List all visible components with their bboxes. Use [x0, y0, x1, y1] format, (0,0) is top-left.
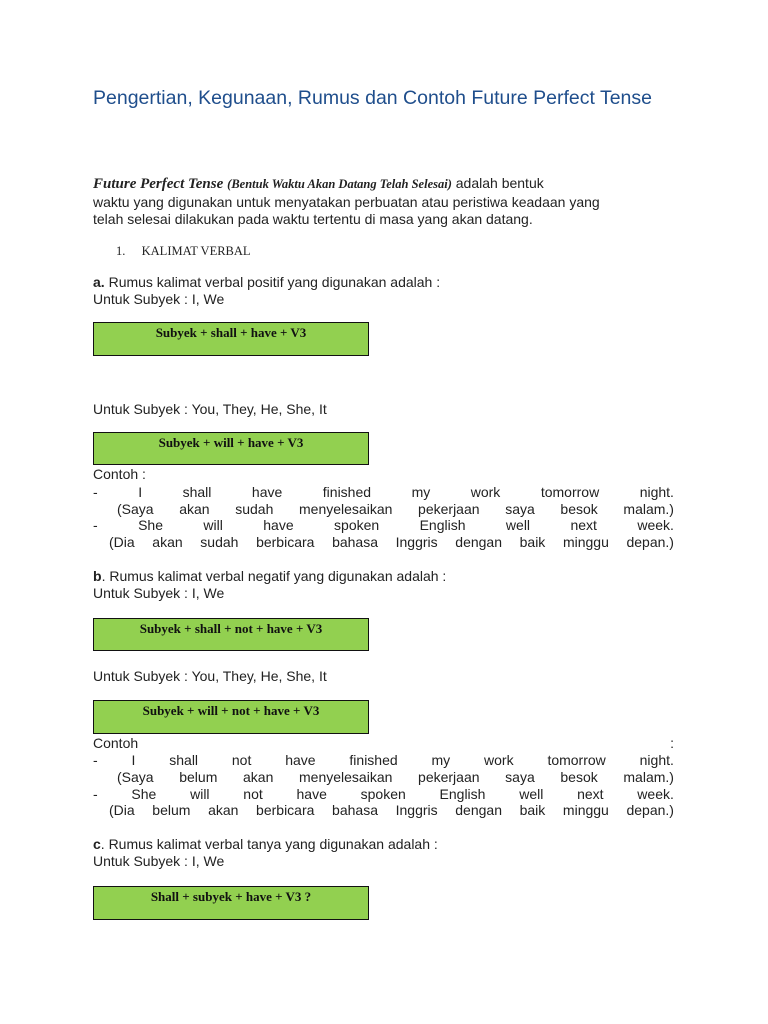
section-a-subject-1: Untuk Subyek : I, We	[93, 291, 225, 307]
intro-term-sub: (Bentuk Waktu Akan Datang Telah Selesai)	[227, 177, 452, 191]
section-a-contoh: Contoh :	[93, 466, 146, 482]
word: not	[231, 752, 252, 768]
word: akan	[179, 501, 210, 517]
section-a-example-1	[93, 484, 674, 501]
word: (Saya	[117, 769, 154, 785]
word: bahasa	[332, 534, 378, 550]
word: -	[93, 484, 98, 500]
word: menyelesaikan	[299, 501, 393, 517]
intro-term: Future Perfect Tense	[93, 176, 224, 192]
section-a-letter: a.	[93, 274, 105, 290]
word: tomorrow	[547, 752, 606, 768]
word: work	[484, 752, 514, 768]
word: my	[411, 484, 431, 500]
word: sudah	[235, 501, 274, 517]
list-label: KALIMAT VERBAL	[141, 244, 251, 258]
word: -	[93, 786, 98, 802]
intro-line-3: telah selesai dilakukan pada waktu tertentu di masa yang akan datang.	[93, 211, 533, 227]
list-item-verbal	[116, 244, 251, 259]
word: not	[243, 786, 263, 802]
word: I	[131, 752, 136, 768]
word: work	[470, 484, 501, 500]
word: have	[263, 517, 294, 533]
word: will	[190, 786, 210, 802]
section-b-example-1-translation	[117, 769, 674, 786]
section-a-heading	[93, 274, 440, 291]
word: English	[439, 786, 486, 802]
section-b-contoh	[93, 735, 674, 752]
word: Inggris	[395, 534, 438, 550]
word: sudah	[200, 534, 239, 550]
section-c-text: . Rumus kalimat verbal tanya yang digunakan adalah :	[100, 836, 438, 852]
word: malam.)	[623, 501, 674, 517]
word: pekerjaan	[418, 501, 480, 517]
word: besok	[560, 501, 598, 517]
word: berbicara	[256, 534, 315, 550]
word: :	[670, 735, 674, 751]
section-b-subject-1: Untuk Subyek : I, We	[93, 585, 225, 601]
word: I	[138, 484, 143, 500]
word: dengan	[455, 802, 502, 818]
word: -	[93, 752, 98, 768]
word: finished	[349, 752, 398, 768]
section-b-example-2-translation	[109, 802, 674, 819]
word: akan	[208, 802, 239, 818]
word: spoken	[360, 786, 406, 802]
section-b-example-2	[93, 786, 674, 803]
list-number: 1.	[116, 244, 126, 258]
word: akan	[152, 534, 183, 550]
word: belum	[152, 802, 191, 818]
word: shall	[169, 752, 199, 768]
word: Inggris	[395, 802, 438, 818]
word: (Dia	[109, 534, 135, 550]
word: shall	[182, 484, 212, 500]
word: finished	[322, 484, 372, 500]
word: dengan	[455, 534, 502, 550]
section-a-subject-2: Untuk Subyek : You, They, He, She, It	[93, 401, 327, 417]
section-a-example-2-translation	[109, 534, 674, 551]
word: minggu	[562, 534, 609, 550]
formula-question-shall: Shall + subyek + have + V3 ?	[93, 886, 369, 920]
section-b-subject-2: Untuk Subyek : You, They, He, She, It	[93, 668, 327, 684]
page-title: Pengertian, Kegunaan, Rumus dan Contoh Future Perfect Tense	[93, 87, 652, 109]
word: pekerjaan	[418, 769, 480, 785]
word: menyelesaikan	[299, 769, 393, 785]
word: will	[203, 517, 223, 533]
word: She	[138, 517, 163, 533]
section-a-text: Rumus kalimat verbal positif yang digunakan adalah :	[104, 274, 441, 290]
intro-line1-rest: adalah bentuk	[455, 175, 544, 191]
word: week.	[637, 786, 674, 802]
word: saya	[505, 769, 535, 785]
word: bahasa	[332, 802, 378, 818]
word: baik	[519, 802, 546, 818]
word: -	[93, 517, 98, 533]
word: (Saya	[117, 501, 154, 517]
section-c-subject-1: Untuk Subyek : I, We	[93, 853, 225, 869]
intro-line-1	[93, 175, 693, 193]
section-c-heading	[93, 836, 438, 853]
word: saya	[505, 501, 535, 517]
section-c-letter: c	[93, 836, 101, 852]
word: depan.)	[626, 802, 674, 818]
word: week.	[637, 517, 674, 533]
word: spoken	[334, 517, 380, 533]
word: have	[285, 752, 316, 768]
word: night.	[639, 752, 674, 768]
word: have	[296, 786, 327, 802]
word: have	[251, 484, 283, 500]
word: berbicara	[256, 802, 315, 818]
word: night.	[639, 484, 674, 500]
section-b-example-1	[93, 752, 674, 769]
intro-line-2: waktu yang digunakan untuk menyatakan perbuatan atau peristiwa keadaan yang	[93, 194, 600, 210]
section-a-example-1-translation	[117, 501, 674, 518]
word: akan	[243, 769, 274, 785]
word: baik	[519, 534, 546, 550]
word: English	[419, 517, 466, 533]
word: (Dia	[109, 802, 135, 818]
section-a-example-2	[93, 517, 674, 534]
word: She	[131, 786, 157, 802]
word: well	[519, 786, 544, 802]
section-b-heading	[93, 568, 446, 585]
word: malam.)	[623, 769, 674, 785]
formula-negative-will: Subyek + will + not + have + V3	[93, 700, 369, 734]
formula-negative-shall: Subyek + shall + not + have + V3	[93, 618, 369, 651]
section-b-letter: b	[93, 568, 102, 584]
word: my	[431, 752, 451, 768]
word: Contoh	[93, 735, 139, 751]
formula-positive-shall: Subyek + shall + have + V3	[93, 322, 369, 356]
word: minggu	[562, 802, 609, 818]
formula-positive-will: Subyek + will + have + V3	[93, 432, 369, 465]
word: next	[577, 786, 604, 802]
word: depan.)	[626, 534, 674, 550]
word: besok	[560, 769, 598, 785]
section-b-text: . Rumus kalimat verbal negatif yang digunakan adalah :	[101, 568, 447, 584]
word: well	[505, 517, 531, 533]
word: tomorrow	[540, 484, 600, 500]
word: next	[570, 517, 597, 533]
word: belum	[179, 769, 218, 785]
